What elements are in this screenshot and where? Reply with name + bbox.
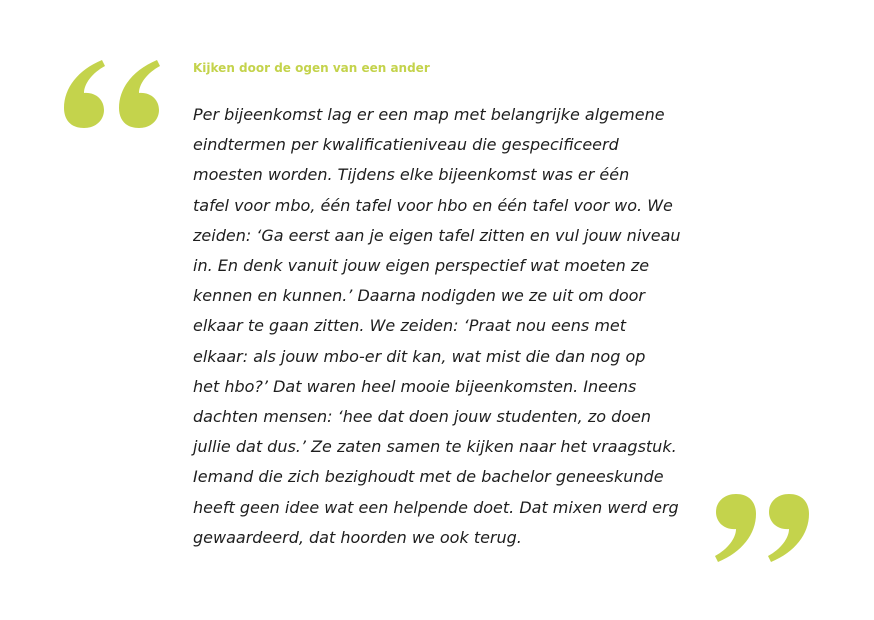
quote-line: tafel voor mbo, één tafel voor hbo en één tafel voor wo. We xyxy=(193,195,673,215)
quote-line: het hbo?’ Dat waren heel mooie bijeenkomsten. Ineens xyxy=(193,376,637,396)
quote-line: elkaar te gaan zitten. We zeiden: ‘Praat nou eens met xyxy=(193,316,627,336)
quote-line: moesten worden. Tijdens elke bijeenkomst was er één xyxy=(193,165,630,185)
quote-line: zeiden: ‘Ga eerst aan je eigen tafel zitten en vul jouw niveau xyxy=(193,225,681,245)
quote-body xyxy=(193,100,713,553)
quote-heading: Kijken door de ogen van een ander xyxy=(193,61,430,75)
quote-line: jullie dat dus.’ Ze zaten samen te kijken naar het vraagstuk. xyxy=(193,437,677,457)
opening-quote-mark-icon xyxy=(62,58,162,130)
quote-line: in. En denk vanuit jouw eigen perspectief wat moeten ze xyxy=(193,256,650,276)
quote-line: gewaardeerd, dat hoorden we ook terug. xyxy=(193,527,522,547)
quote-line: Per bijeenkomst lag er een map met belangrijke algemene xyxy=(193,105,665,124)
quote-line: kennen en kunnen.’ Daarna nodigden we ze uit om door xyxy=(193,286,645,306)
quote-line: eindtermen per kwalificatieniveau die gespecificeerd xyxy=(193,135,619,155)
quote-line: elkaar: als jouw mbo-er dit kan, wat mist die dan nog op xyxy=(193,346,646,366)
quote-line: dachten mensen: ‘hee dat doen jouw studenten, zo doen xyxy=(193,407,652,427)
quote-line: Iemand die zich bezighoudt met de bachelor geneeskunde xyxy=(193,467,664,487)
closing-quote-mark-icon xyxy=(712,492,812,564)
quote-line: heeft geen idee wat een helpende doet. Dat mixen werd erg xyxy=(193,497,679,517)
